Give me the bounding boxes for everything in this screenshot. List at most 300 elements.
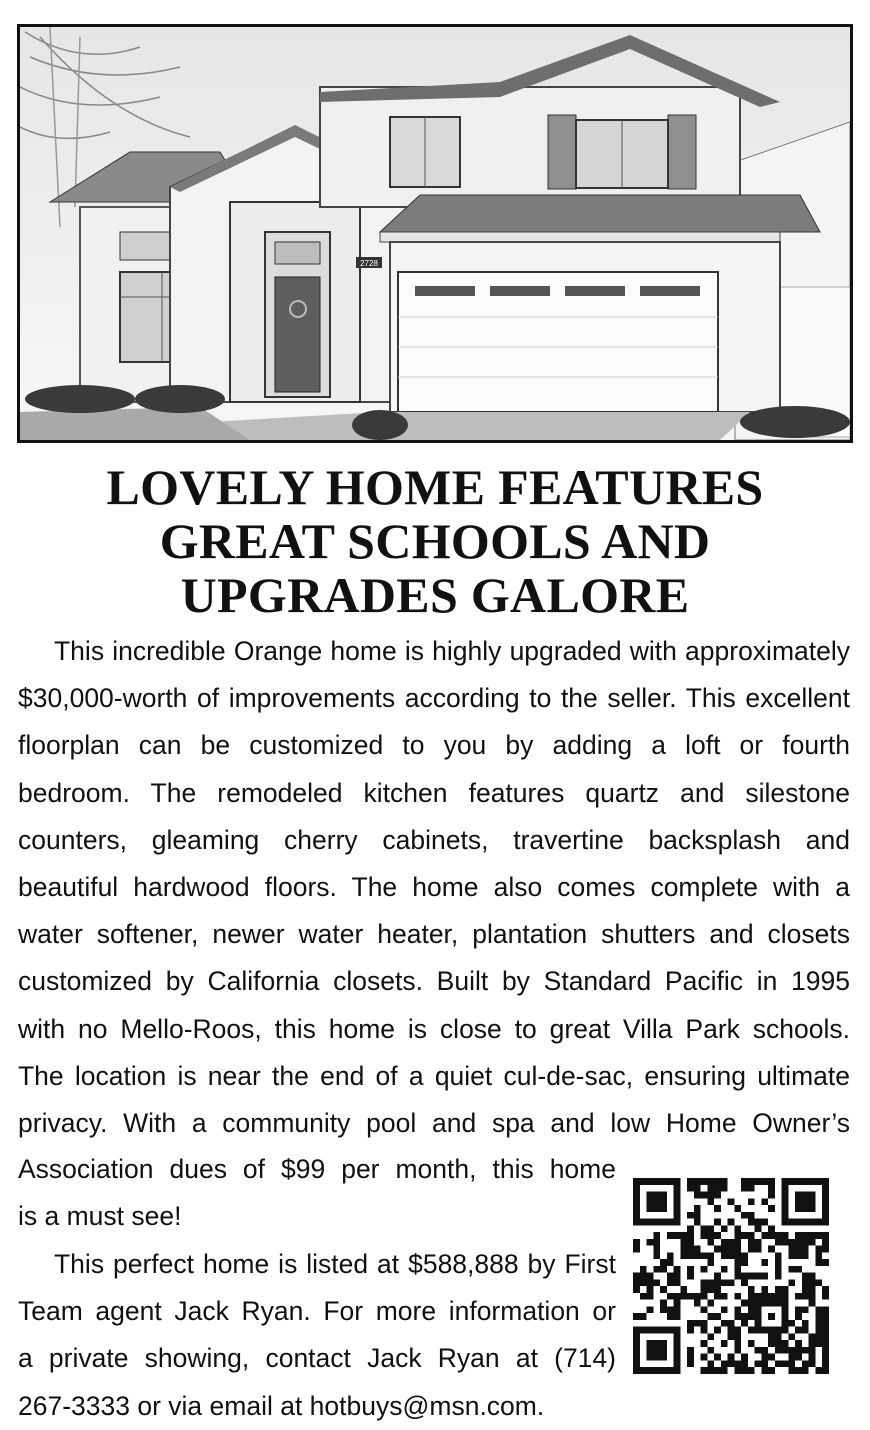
qr-module bbox=[815, 1279, 822, 1286]
qr-module bbox=[822, 1178, 829, 1185]
qr-module bbox=[768, 1340, 775, 1347]
qr-module bbox=[809, 1192, 816, 1199]
qr-module bbox=[714, 1192, 721, 1199]
qr-module bbox=[748, 1293, 755, 1300]
qr-module bbox=[795, 1313, 802, 1320]
qr-module bbox=[653, 1239, 660, 1246]
qr-module bbox=[640, 1313, 647, 1320]
qr-module bbox=[809, 1178, 816, 1185]
qr-module bbox=[755, 1360, 762, 1367]
headline-line-2: GREAT SCHOOLS AND bbox=[159, 513, 711, 569]
qr-module bbox=[640, 1273, 647, 1280]
qr-module bbox=[775, 1347, 782, 1354]
qr-module bbox=[633, 1367, 640, 1374]
qr-module bbox=[647, 1347, 654, 1354]
qr-module bbox=[721, 1360, 728, 1367]
qr-module bbox=[734, 1205, 741, 1212]
qr-module bbox=[667, 1232, 674, 1239]
qr-module bbox=[782, 1360, 789, 1367]
qr-module bbox=[782, 1205, 789, 1212]
qr-module bbox=[647, 1367, 654, 1374]
qr-module bbox=[822, 1232, 829, 1239]
qr-module bbox=[687, 1232, 694, 1239]
qr-module bbox=[701, 1354, 708, 1361]
qr-module bbox=[660, 1347, 667, 1354]
qr-module bbox=[795, 1178, 802, 1185]
text-line: Team agent Jack Ryan. For more information or bbox=[18, 1296, 616, 1327]
qr-module bbox=[795, 1354, 802, 1361]
qr-module bbox=[714, 1178, 721, 1185]
qr-module bbox=[707, 1347, 714, 1354]
qr-module bbox=[802, 1219, 809, 1226]
qr-module bbox=[741, 1185, 748, 1192]
qr-module bbox=[815, 1313, 822, 1320]
qr-module bbox=[822, 1340, 829, 1347]
qr-module bbox=[822, 1286, 829, 1293]
qr-module bbox=[660, 1192, 667, 1199]
qr-module bbox=[714, 1286, 721, 1293]
qr-module bbox=[667, 1313, 674, 1320]
qr-module bbox=[687, 1327, 694, 1334]
qr-module bbox=[748, 1246, 755, 1253]
qr-module bbox=[734, 1367, 741, 1374]
qr-module bbox=[674, 1340, 681, 1347]
qr-module bbox=[707, 1178, 714, 1185]
qr-module bbox=[755, 1219, 762, 1226]
qr-module bbox=[741, 1232, 748, 1239]
qr-module bbox=[667, 1273, 674, 1280]
text-line: with no Mello-Roos, this home is close to great Villa Park schools. bbox=[18, 1013, 850, 1044]
qr-module bbox=[788, 1320, 795, 1327]
text-line: privacy. With a community pool and spa and low Home Owner’s bbox=[18, 1107, 850, 1138]
qr-module bbox=[633, 1360, 640, 1367]
qr-module bbox=[788, 1360, 795, 1367]
qr-module bbox=[701, 1225, 708, 1232]
qr-module bbox=[795, 1219, 802, 1226]
qr-module bbox=[802, 1198, 809, 1205]
qr-module bbox=[741, 1313, 748, 1320]
qr-module bbox=[782, 1327, 789, 1334]
qr-module bbox=[768, 1354, 775, 1361]
qr-module bbox=[660, 1266, 667, 1273]
qr-module bbox=[674, 1185, 681, 1192]
qr-module bbox=[822, 1354, 829, 1361]
qr-module bbox=[674, 1313, 681, 1320]
qr-module bbox=[768, 1367, 775, 1374]
qr-module bbox=[707, 1225, 714, 1232]
qr-module bbox=[701, 1266, 708, 1273]
qr-module bbox=[653, 1266, 660, 1273]
qr-module bbox=[782, 1286, 789, 1293]
qr-module bbox=[809, 1273, 816, 1280]
qr-module bbox=[822, 1360, 829, 1367]
qr-module bbox=[782, 1232, 789, 1239]
qr-module bbox=[714, 1219, 721, 1226]
qr-module bbox=[809, 1279, 816, 1286]
qr-module bbox=[734, 1239, 741, 1246]
qr-module bbox=[633, 1286, 640, 1293]
qr-module bbox=[802, 1320, 809, 1327]
qr-module bbox=[687, 1293, 694, 1300]
qr-module bbox=[633, 1340, 640, 1347]
qr-module bbox=[741, 1354, 748, 1361]
qr-module bbox=[694, 1205, 701, 1212]
qr-module bbox=[755, 1306, 762, 1313]
qr-module bbox=[782, 1340, 789, 1347]
qr-module bbox=[647, 1239, 654, 1246]
qr-module bbox=[674, 1279, 681, 1286]
qr-module bbox=[734, 1293, 741, 1300]
qr-module bbox=[775, 1333, 782, 1340]
qr-module bbox=[775, 1273, 782, 1280]
qr-module bbox=[734, 1333, 741, 1340]
qr-module bbox=[788, 1333, 795, 1340]
qr-module bbox=[802, 1178, 809, 1185]
qr-module bbox=[728, 1246, 735, 1253]
qr-module bbox=[761, 1232, 768, 1239]
qr-module bbox=[714, 1232, 721, 1239]
qr-module bbox=[680, 1239, 687, 1246]
qr-module bbox=[721, 1239, 728, 1246]
qr-module bbox=[633, 1273, 640, 1280]
qr-module bbox=[809, 1286, 816, 1293]
qr-module bbox=[687, 1273, 694, 1280]
qr-module bbox=[782, 1192, 789, 1199]
qr-module bbox=[647, 1327, 654, 1334]
qr-module bbox=[660, 1219, 667, 1226]
qr-module bbox=[687, 1320, 694, 1327]
qr-module bbox=[687, 1178, 694, 1185]
qr-module bbox=[660, 1300, 667, 1307]
qr-module bbox=[674, 1219, 681, 1226]
qr-module bbox=[647, 1279, 654, 1286]
qr-module bbox=[701, 1192, 708, 1199]
qr-module bbox=[734, 1232, 741, 1239]
qr-code[interactable] bbox=[633, 1178, 829, 1374]
qr-module bbox=[701, 1178, 708, 1185]
qr-module bbox=[633, 1333, 640, 1340]
qr-module bbox=[741, 1212, 748, 1219]
qr-module bbox=[674, 1360, 681, 1367]
qr-module bbox=[761, 1259, 768, 1266]
qr-module bbox=[748, 1185, 755, 1192]
qr-module bbox=[734, 1313, 741, 1320]
qr-module bbox=[633, 1185, 640, 1192]
qr-module bbox=[755, 1327, 762, 1334]
qr-module bbox=[680, 1246, 687, 1253]
qr-module bbox=[748, 1239, 755, 1246]
qr-module bbox=[775, 1259, 782, 1266]
qr-module bbox=[687, 1239, 694, 1246]
qr-module bbox=[694, 1192, 701, 1199]
qr-module bbox=[809, 1219, 816, 1226]
qr-module bbox=[667, 1327, 674, 1334]
qr-module bbox=[768, 1232, 775, 1239]
qr-module bbox=[633, 1347, 640, 1354]
qr-module bbox=[721, 1320, 728, 1327]
qr-module bbox=[694, 1252, 701, 1259]
qr-module bbox=[653, 1219, 660, 1226]
qr-module bbox=[674, 1367, 681, 1374]
qr-module bbox=[741, 1279, 748, 1286]
qr-module bbox=[633, 1198, 640, 1205]
qr-module bbox=[728, 1320, 735, 1327]
qr-module bbox=[707, 1333, 714, 1340]
qr-module bbox=[809, 1198, 816, 1205]
qr-module bbox=[795, 1198, 802, 1205]
qr-module bbox=[761, 1273, 768, 1280]
qr-module bbox=[768, 1327, 775, 1334]
headline bbox=[0, 460, 870, 622]
qr-module bbox=[809, 1340, 816, 1347]
qr-module bbox=[788, 1239, 795, 1246]
qr-module bbox=[748, 1340, 755, 1347]
qr-module bbox=[748, 1232, 755, 1239]
qr-module bbox=[714, 1313, 721, 1320]
qr-module bbox=[633, 1239, 640, 1246]
qr-module bbox=[721, 1178, 728, 1185]
qr-module bbox=[633, 1178, 640, 1185]
qr-module bbox=[707, 1313, 714, 1320]
qr-module bbox=[802, 1360, 809, 1367]
qr-module bbox=[647, 1286, 654, 1293]
house-number: 2728 bbox=[360, 259, 378, 268]
qr-module bbox=[680, 1286, 687, 1293]
text-line: Association dues of $99 per month, this home bbox=[18, 1154, 616, 1184]
qr-module bbox=[755, 1347, 762, 1354]
qr-module bbox=[748, 1300, 755, 1307]
qr-module bbox=[647, 1178, 654, 1185]
qr-module bbox=[674, 1354, 681, 1361]
qr-module bbox=[775, 1232, 782, 1239]
qr-module bbox=[761, 1360, 768, 1367]
qr-module bbox=[761, 1219, 768, 1226]
qr-module bbox=[802, 1367, 809, 1374]
qr-module bbox=[768, 1185, 775, 1192]
qr-module bbox=[795, 1246, 802, 1253]
qr-module bbox=[714, 1205, 721, 1212]
qr-module bbox=[775, 1340, 782, 1347]
qr-module bbox=[687, 1347, 694, 1354]
qr-module bbox=[748, 1273, 755, 1280]
qr-module bbox=[802, 1293, 809, 1300]
qr-module bbox=[809, 1232, 816, 1239]
qr-module bbox=[768, 1192, 775, 1199]
qr-module bbox=[761, 1286, 768, 1293]
qr-module bbox=[694, 1178, 701, 1185]
qr-module bbox=[734, 1259, 741, 1266]
qr-module bbox=[728, 1360, 735, 1367]
qr-module bbox=[667, 1306, 674, 1313]
qr-module bbox=[768, 1300, 775, 1307]
text-line: 267-3333 or via email at hotbuys@msn.com. bbox=[18, 1390, 545, 1421]
qr-module bbox=[755, 1246, 762, 1253]
qr-module bbox=[653, 1246, 660, 1253]
qr-module bbox=[640, 1293, 647, 1300]
qr-module bbox=[660, 1306, 667, 1313]
qr-module bbox=[707, 1259, 714, 1266]
qr-module bbox=[809, 1333, 816, 1340]
qr-module bbox=[768, 1293, 775, 1300]
qr-module bbox=[721, 1340, 728, 1347]
qr-module bbox=[775, 1327, 782, 1334]
qr-module bbox=[822, 1327, 829, 1334]
qr-module bbox=[782, 1185, 789, 1192]
qr-module bbox=[795, 1205, 802, 1212]
qr-module bbox=[660, 1354, 667, 1361]
qr-module bbox=[680, 1252, 687, 1259]
qr-module bbox=[707, 1192, 714, 1199]
qr-module bbox=[687, 1354, 694, 1361]
qr-module bbox=[822, 1347, 829, 1354]
qr-module bbox=[633, 1246, 640, 1253]
qr-module bbox=[741, 1259, 748, 1266]
qr-module bbox=[721, 1293, 728, 1300]
qr-module bbox=[667, 1279, 674, 1286]
qr-module bbox=[633, 1219, 640, 1226]
qr-module bbox=[674, 1333, 681, 1340]
qr-module bbox=[775, 1252, 782, 1259]
qr-module bbox=[640, 1219, 647, 1226]
qr-module bbox=[775, 1293, 782, 1300]
qr-module bbox=[748, 1219, 755, 1226]
article-paragraph-1 bbox=[18, 628, 850, 1147]
qr-module bbox=[815, 1367, 822, 1374]
qr-module bbox=[741, 1273, 748, 1280]
qr-module bbox=[667, 1252, 674, 1259]
qr-module bbox=[761, 1198, 768, 1205]
qr-module bbox=[687, 1360, 694, 1367]
qr-module bbox=[653, 1192, 660, 1199]
qr-module bbox=[822, 1306, 829, 1313]
qr-module bbox=[707, 1185, 714, 1192]
qr-module bbox=[734, 1306, 741, 1313]
qr-module bbox=[674, 1293, 681, 1300]
qr-module bbox=[755, 1178, 762, 1185]
text-line: bedroom. The remodeled kitchen features quartz and silestone bbox=[18, 777, 850, 808]
qr-module bbox=[660, 1198, 667, 1205]
text-line: floorplan can be customized to you by adding a loft or fourth bbox=[18, 730, 850, 761]
qr-module bbox=[707, 1286, 714, 1293]
qr-module bbox=[647, 1192, 654, 1199]
qr-module bbox=[802, 1286, 809, 1293]
qr-module bbox=[761, 1354, 768, 1361]
qr-module bbox=[674, 1266, 681, 1273]
qr-module bbox=[660, 1205, 667, 1212]
qr-module bbox=[721, 1252, 728, 1259]
qr-module bbox=[674, 1198, 681, 1205]
qr-module bbox=[815, 1327, 822, 1334]
qr-module bbox=[741, 1320, 748, 1327]
qr-module bbox=[795, 1266, 802, 1273]
qr-module bbox=[640, 1367, 647, 1374]
qr-module bbox=[674, 1327, 681, 1334]
qr-module bbox=[815, 1306, 822, 1313]
text-line: water softener, newer water heater, plantation shutters and closets bbox=[18, 919, 850, 950]
qr-module bbox=[667, 1293, 674, 1300]
qr-module bbox=[728, 1239, 735, 1246]
qr-module bbox=[815, 1333, 822, 1340]
qr-module bbox=[761, 1347, 768, 1354]
qr-module bbox=[680, 1232, 687, 1239]
qr-module bbox=[694, 1185, 701, 1192]
qr-module bbox=[653, 1178, 660, 1185]
qr-module bbox=[782, 1178, 789, 1185]
qr-module bbox=[809, 1205, 816, 1212]
qr-module bbox=[653, 1252, 660, 1259]
qr-module bbox=[701, 1286, 708, 1293]
qr-module bbox=[822, 1313, 829, 1320]
qr-module bbox=[701, 1327, 708, 1334]
qr-module bbox=[755, 1225, 762, 1232]
qr-module bbox=[802, 1232, 809, 1239]
qr-module bbox=[660, 1327, 667, 1334]
qr-module bbox=[674, 1178, 681, 1185]
qr-module bbox=[647, 1306, 654, 1313]
qr-module bbox=[734, 1252, 741, 1259]
qr-module bbox=[694, 1293, 701, 1300]
text-line: $30,000-worth of improvements according to the seller. This excellent bbox=[18, 683, 850, 714]
qr-module bbox=[721, 1367, 728, 1374]
qr-module bbox=[748, 1313, 755, 1320]
article-paragraph-2 bbox=[18, 1241, 616, 1430]
qr-module bbox=[822, 1333, 829, 1340]
qr-module bbox=[701, 1367, 708, 1374]
qr-module bbox=[707, 1360, 714, 1367]
qr-module bbox=[707, 1252, 714, 1259]
qr-module bbox=[795, 1252, 802, 1259]
qr-module bbox=[734, 1347, 741, 1354]
qr-module bbox=[660, 1286, 667, 1293]
qr-module bbox=[707, 1367, 714, 1374]
qr-module bbox=[802, 1192, 809, 1199]
qr-module bbox=[660, 1367, 667, 1374]
qr-module bbox=[694, 1219, 701, 1226]
qr-module bbox=[660, 1340, 667, 1347]
qr-module bbox=[815, 1320, 822, 1327]
qr-module bbox=[667, 1259, 674, 1266]
qr-module bbox=[633, 1279, 640, 1286]
qr-module bbox=[667, 1219, 674, 1226]
qr-module bbox=[633, 1313, 640, 1320]
qr-module bbox=[748, 1178, 755, 1185]
qr-module bbox=[809, 1293, 816, 1300]
qr-module bbox=[802, 1279, 809, 1286]
qr-module bbox=[788, 1266, 795, 1273]
qr-module bbox=[748, 1367, 755, 1374]
qr-module bbox=[707, 1239, 714, 1246]
qr-module bbox=[782, 1212, 789, 1219]
qr-module bbox=[640, 1266, 647, 1273]
qr-module bbox=[822, 1185, 829, 1192]
qr-module bbox=[795, 1239, 802, 1246]
qr-module bbox=[728, 1279, 735, 1286]
qr-module bbox=[687, 1246, 694, 1253]
qr-module bbox=[755, 1239, 762, 1246]
qr-module bbox=[653, 1327, 660, 1334]
qr-module bbox=[809, 1347, 816, 1354]
qr-module bbox=[795, 1340, 802, 1347]
qr-module bbox=[802, 1252, 809, 1259]
qr-module bbox=[755, 1293, 762, 1300]
qr-module bbox=[687, 1266, 694, 1273]
qr-module bbox=[822, 1192, 829, 1199]
qr-module bbox=[822, 1293, 829, 1300]
qr-module bbox=[822, 1212, 829, 1219]
qr-module bbox=[694, 1320, 701, 1327]
qr-module bbox=[640, 1178, 647, 1185]
qr-module bbox=[653, 1340, 660, 1347]
